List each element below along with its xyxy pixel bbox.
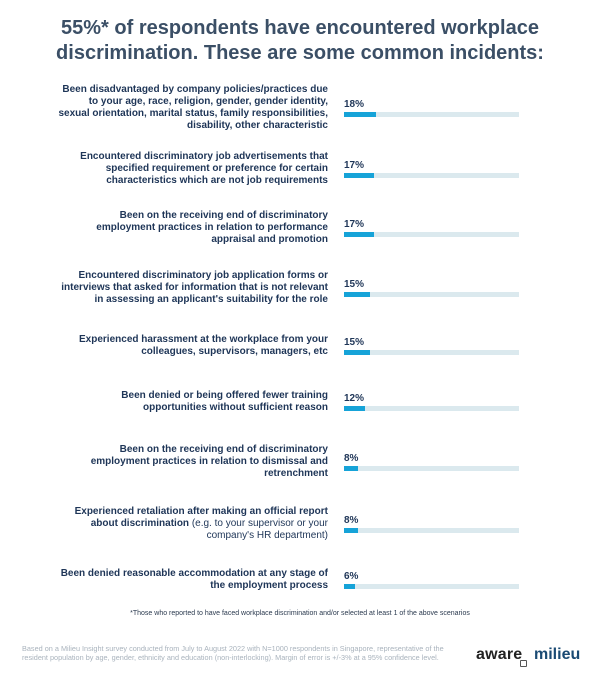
bar-value-label-5: 15% [344, 337, 365, 348]
bar-track-7 [344, 466, 519, 471]
bar-track-5 [344, 350, 519, 355]
bar-label-4 [58, 264, 328, 312]
bar-label-5 [58, 334, 328, 358]
bar-value-label-7: 8% [344, 453, 359, 464]
bar-label-main-4: Encountered discriminatory job application forms or interviews that asked for information that is not relevant in assessing an applicant's suitability for the role [61, 270, 328, 305]
bar-label-main-3: Been on the receiving end of discriminatory employment practices in relation to performance appraisal and promotion [96, 210, 328, 245]
footnote: *Those who reported to have faced workplace discrimination and/or selected at least 1 of the above scenarios [130, 610, 470, 617]
bar-5 [344, 350, 370, 355]
bar-value-label-6: 12% [344, 393, 365, 404]
bar-label-main-6: Been denied or being offered fewer training opportunities without sufficient reason [121, 390, 328, 413]
bar-label-6 [58, 390, 328, 414]
bar-label-sub-8: (e.g. to your supervisor or your company's HR department) [189, 518, 328, 541]
bar-track-3 [344, 232, 519, 237]
chart-title-line-2: discrimination. These are some common incidents: [56, 42, 544, 64]
bar-label-1 [58, 84, 328, 132]
bar-label-main-5: Experienced harassment at the workplace from your colleagues, supervisors, managers, etc [79, 334, 328, 357]
bar-label-7 [58, 444, 328, 480]
bar-track-2 [344, 173, 519, 178]
bar-label-main-2: Encountered discriminatory job advertisements that specified requirement or preference for certain characteristics which are not job requirements [80, 151, 328, 186]
bar-track-4 [344, 292, 519, 297]
bar-7 [344, 466, 358, 471]
bar-value-label-2: 17% [344, 160, 365, 171]
bar-track-1 [344, 112, 519, 117]
bar-value-label-9: 6% [344, 571, 359, 582]
bar-9 [344, 584, 355, 589]
bar-track-8 [344, 528, 519, 533]
bar-label-main-7: Been on the receiving end of discriminatory employment practices in relation to dismissal and retrenchment [90, 444, 328, 479]
bar-label-main-9: Been denied reasonable accommodation at any stage of the employment process [60, 568, 328, 591]
bar-value-label-3: 17% [344, 219, 365, 230]
bar-track-6 [344, 406, 519, 411]
bar-6 [344, 406, 365, 411]
bar-label-main-8: Experienced retaliation after making an official report about discrimination [74, 506, 328, 529]
bar-label-8 [58, 506, 328, 542]
aware-logo: aware [476, 646, 523, 663]
bar-value-label-1: 18% [344, 99, 365, 110]
bar-value-label-8: 8% [344, 515, 359, 526]
bar-label-3 [58, 210, 328, 246]
aware-logo-mark [520, 660, 527, 667]
bar-4 [344, 292, 370, 297]
bar-3 [344, 232, 374, 237]
bar-1 [344, 112, 376, 117]
bar-track-9 [344, 584, 519, 589]
milieu-logo: milieu [534, 646, 581, 663]
chart-title-line-1: 55%* of respondents have encountered workplace [61, 17, 539, 39]
bar-value-label-4: 15% [344, 279, 365, 290]
bar-label-2 [58, 151, 328, 187]
source-note: Based on a Milieu Insight survey conducted from July to August 2022 with N=1000 respondents in Singapore, representative of the resident population by age, gender, ethnicity and education (non-interlocking). Margin of error is +/-3% at a 95% confidence level. [22, 644, 444, 662]
bar-2 [344, 173, 374, 178]
bar-8 [344, 528, 358, 533]
bar-label-9 [58, 568, 328, 592]
bar-label-main-1: Been disadvantaged by company policies/practices due to your age, race, religion, gender, gender identity, sexual orientation, marital status, family responsibilities, disability, other characteristic [58, 84, 328, 131]
